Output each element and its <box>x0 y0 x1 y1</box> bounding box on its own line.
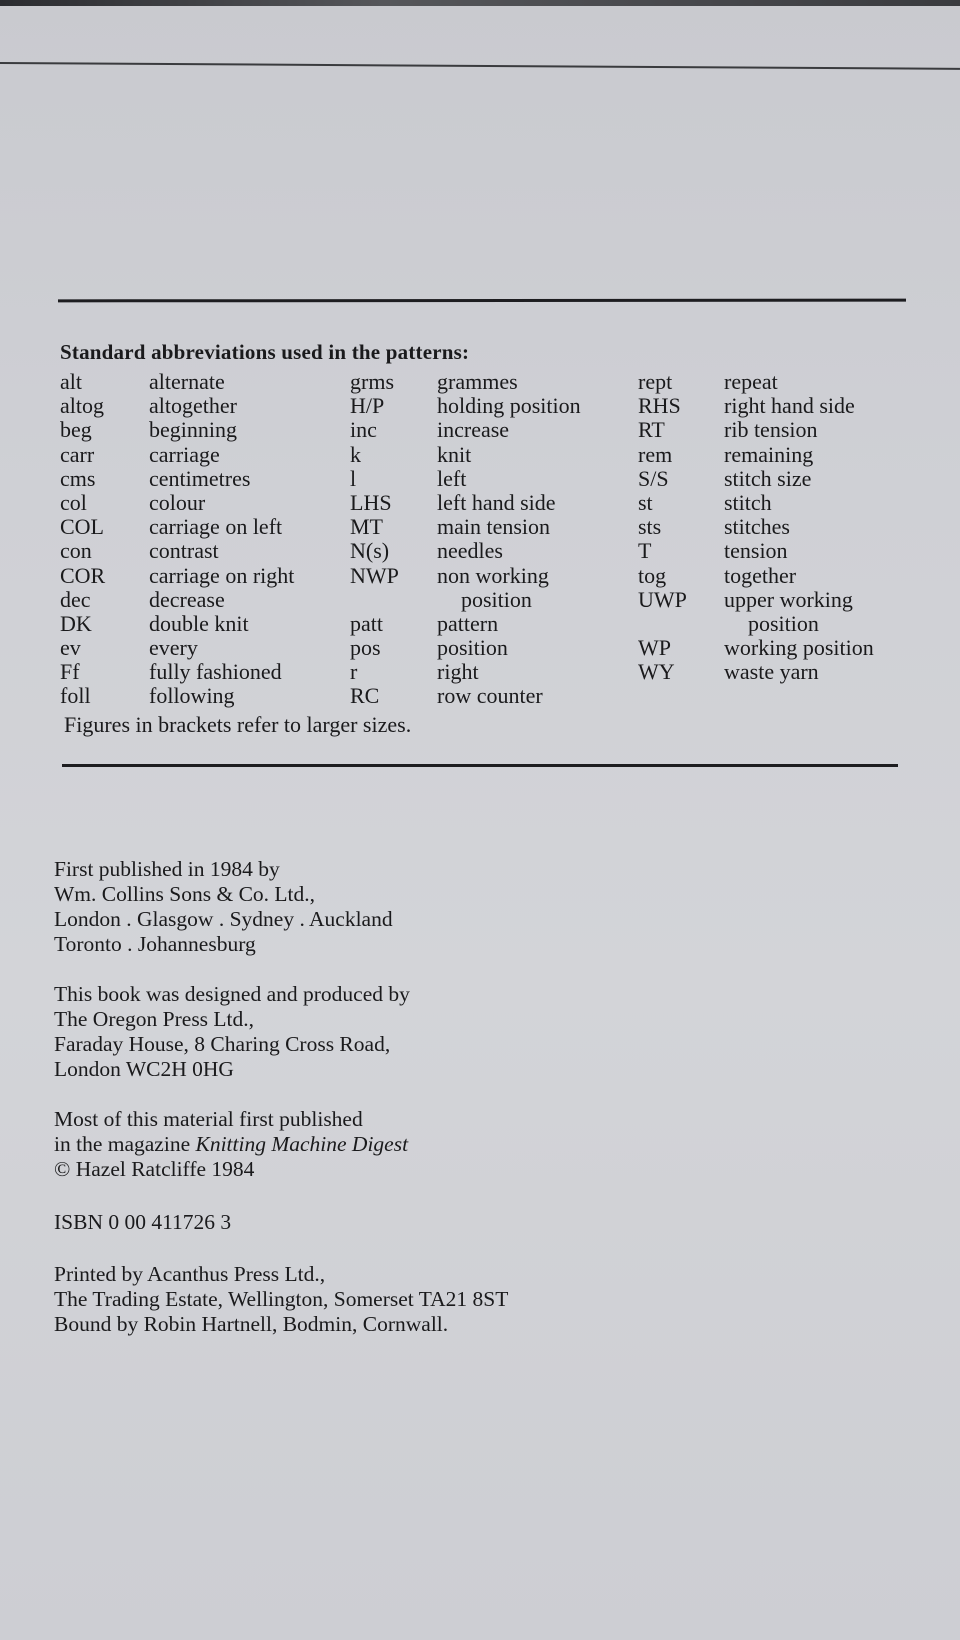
abbreviation-row <box>638 660 874 684</box>
material-block <box>54 1107 408 1182</box>
abbreviation-term: grms <box>350 369 394 394</box>
abbreviation-definition: increase <box>437 417 510 443</box>
abbreviation-column-2 <box>350 370 581 709</box>
imprint-line: Printed by Acanthus Press Ltd., <box>54 1262 326 1286</box>
abbreviation-definition: decrease <box>149 586 225 612</box>
abbreviation-definition: grammes <box>437 369 518 394</box>
abbreviation-row <box>60 636 294 660</box>
abbreviation-term: COL <box>60 514 104 540</box>
abbreviation-definition: non working <box>437 562 549 588</box>
abbreviation-row <box>350 588 581 612</box>
abbreviations-bottom-rule <box>62 764 898 767</box>
abbreviation-term: pos <box>350 635 381 661</box>
abbreviation-definition: pattern <box>437 610 499 636</box>
imprint-line: Toronto . Johannesburg <box>54 932 256 956</box>
abbreviation-term: RC <box>350 683 380 709</box>
abbreviation-row <box>638 467 874 491</box>
abbreviation-row <box>350 660 581 684</box>
abbreviation-definition: altogether <box>149 393 237 419</box>
abbreviation-row <box>350 443 581 467</box>
abbreviation-row <box>60 564 294 588</box>
abbreviation-definition: contrast <box>149 538 219 564</box>
abbreviation-row <box>350 394 581 418</box>
figures-note: Figures in brackets refer to larger sizes. <box>64 712 412 737</box>
abbreviation-term: con <box>60 538 92 564</box>
abbreviation-definition: every <box>149 635 198 661</box>
abbreviation-row <box>60 660 294 684</box>
abbreviation-term: alt <box>60 369 82 394</box>
abbreviation-definition: alternate <box>149 369 225 394</box>
abbreviation-row <box>638 564 874 588</box>
imprint-line <box>54 1132 408 1157</box>
abbreviation-term: WY <box>638 659 675 685</box>
abbreviation-definition: right hand side <box>724 393 855 419</box>
abbreviation-row <box>638 443 874 467</box>
imprint-line: Faraday House, 8 Charing Cross Road, <box>54 1032 391 1056</box>
abbreviation-definition: stitch <box>724 489 772 515</box>
abbreviation-row <box>638 539 874 563</box>
abbreviation-term: S/S <box>638 465 669 491</box>
abbreviation-definition: carriage on right <box>149 562 295 588</box>
isbn-block <box>54 1210 231 1235</box>
abbreviation-definition: position <box>461 586 532 612</box>
abbreviation-row <box>60 684 294 708</box>
abbreviation-term: foll <box>60 683 91 709</box>
abbreviation-row <box>638 612 874 636</box>
printer-block <box>54 1262 508 1337</box>
abbreviation-term: N(s) <box>350 538 390 564</box>
abbreviation-term: NWP <box>350 562 399 588</box>
abbreviation-term: WP <box>638 635 671 661</box>
abbreviation-row <box>60 443 294 467</box>
abbreviation-definition: beginning <box>149 417 237 443</box>
abbreviation-definition: left <box>437 465 467 491</box>
abbreviation-definition: holding position <box>437 393 581 419</box>
abbreviations-heading: Standard abbreviations used in the patterns: <box>60 340 470 364</box>
abbreviation-row <box>350 370 581 394</box>
imprint-line: Wm. Collins Sons & Co. Ltd., <box>54 882 316 906</box>
abbreviation-row <box>350 564 581 588</box>
abbreviation-row <box>638 370 874 394</box>
abbreviation-term: st <box>638 489 653 515</box>
abbreviation-row <box>350 418 581 442</box>
abbreviation-row <box>638 394 874 418</box>
abbreviation-definition: following <box>149 683 235 709</box>
abbreviation-definition: colour <box>149 489 206 515</box>
abbreviation-row <box>350 612 581 636</box>
abbreviation-row <box>350 515 581 539</box>
abbreviation-term: tog <box>638 562 667 588</box>
imprint-line: London . Glasgow . Sydney . Auckland <box>54 907 393 931</box>
abbreviation-row <box>60 394 294 418</box>
abbreviation-row <box>60 370 294 394</box>
imprint-line: The Trading Estate, Wellington, Somerset TA21 8ST <box>54 1287 509 1311</box>
abbreviation-term: DK <box>60 610 92 636</box>
abbreviation-row <box>350 684 581 708</box>
abbreviation-definition: upper working <box>724 586 853 612</box>
abbreviation-definition: row counter <box>437 683 543 709</box>
abbreviation-term: beg <box>60 417 92 443</box>
abbreviations-top-rule <box>58 299 906 303</box>
imprint-line: Bound by Robin Hartnell, Bodmin, Cornwall. <box>54 1312 449 1336</box>
abbreviation-definition: main tension <box>437 514 551 540</box>
abbreviation-definition: working position <box>724 635 874 661</box>
abbreviation-definition: tension <box>724 538 788 564</box>
abbreviation-definition: carriage <box>149 441 220 467</box>
abbreviation-term <box>350 588 437 612</box>
imprint-line: First published in 1984 by <box>54 857 280 881</box>
abbreviation-term: Ff <box>60 659 80 685</box>
abbreviation-term: dec <box>60 586 91 612</box>
abbreviation-column-1 <box>60 370 294 709</box>
abbreviation-row <box>638 491 874 515</box>
imprint-line: The Oregon Press Ltd., <box>54 1007 255 1031</box>
abbreviation-term: RHS <box>638 393 681 419</box>
abbreviation-definition: remaining <box>724 441 814 467</box>
abbreviation-term: r <box>350 659 358 685</box>
abbreviation-row <box>350 467 581 491</box>
abbreviation-definition: left hand side <box>437 489 556 515</box>
abbreviation-definition: stitches <box>724 514 790 540</box>
publisher-block <box>54 857 393 957</box>
abbreviation-row <box>638 588 874 612</box>
imprint-line: Most of this material first published <box>54 1107 363 1131</box>
abbreviation-term: k <box>350 441 361 467</box>
abbreviation-term: col <box>60 489 87 515</box>
copyright-line: © Hazel Ratcliffe 1984 <box>54 1157 255 1181</box>
abbreviation-definition: needles <box>437 538 503 564</box>
abbreviation-term: RT <box>638 417 665 443</box>
abbreviation-row <box>350 636 581 660</box>
abbreviation-term <box>638 612 724 636</box>
abbreviation-row <box>60 612 294 636</box>
abbreviation-definition: right <box>437 659 479 685</box>
page-header-rule <box>0 62 960 70</box>
abbreviation-definition: centimetres <box>149 465 251 491</box>
abbreviation-definition: carriage on left <box>149 514 283 540</box>
abbreviation-definition: knit <box>437 441 472 467</box>
abbreviation-term: patt <box>350 610 383 636</box>
isbn-line: ISBN 0 00 411726 3 <box>54 1210 232 1234</box>
abbreviation-definition: repeat <box>724 369 778 394</box>
abbreviation-definition: position <box>748 610 819 636</box>
abbreviation-definition: rib tension <box>724 417 818 443</box>
magazine-prefix: in the magazine <box>54 1132 196 1156</box>
abbreviation-row <box>60 588 294 612</box>
abbreviation-row <box>60 539 294 563</box>
abbreviation-definition: fully fashioned <box>149 659 282 685</box>
abbreviation-term: ev <box>60 635 81 661</box>
abbreviation-definition: double knit <box>149 610 249 636</box>
abbreviation-definition: position <box>437 635 508 661</box>
abbreviation-term: carr <box>60 441 95 467</box>
abbreviation-term: T <box>638 538 652 564</box>
abbreviation-definition: stitch size <box>724 465 812 491</box>
abbreviation-term: COR <box>60 562 106 588</box>
abbreviation-term: l <box>350 465 357 491</box>
abbreviation-row <box>60 418 294 442</box>
abbreviation-term: inc <box>350 417 377 443</box>
abbreviation-row <box>350 491 581 515</box>
abbreviation-column-3 <box>638 370 874 684</box>
abbreviation-term: LHS <box>350 489 392 515</box>
abbreviation-term: MT <box>350 514 383 540</box>
abbreviation-term: rept <box>638 369 673 394</box>
abbreviation-row <box>638 515 874 539</box>
page-top-edge <box>0 0 960 6</box>
designer-block <box>54 982 410 1082</box>
abbreviation-row <box>60 515 294 539</box>
imprint-line: This book was designed and produced by <box>54 982 410 1006</box>
abbreviation-row <box>638 636 874 660</box>
abbreviation-term: altog <box>60 393 104 419</box>
abbreviation-term: cms <box>60 465 96 491</box>
abbreviation-row <box>350 539 581 563</box>
abbreviation-row <box>638 418 874 442</box>
abbreviation-term: H/P <box>350 393 385 419</box>
imprint-line: London WC2H 0HG <box>54 1057 234 1081</box>
abbreviation-term: rem <box>638 441 673 467</box>
abbreviation-row <box>60 491 294 515</box>
abbreviation-term: sts <box>638 514 662 540</box>
abbreviation-definition: waste yarn <box>724 659 819 685</box>
abbreviation-row <box>60 467 294 491</box>
magazine-title: Knitting Machine Digest <box>195 1132 409 1156</box>
abbreviation-definition: together <box>724 562 797 588</box>
abbreviation-term: UWP <box>638 586 687 612</box>
